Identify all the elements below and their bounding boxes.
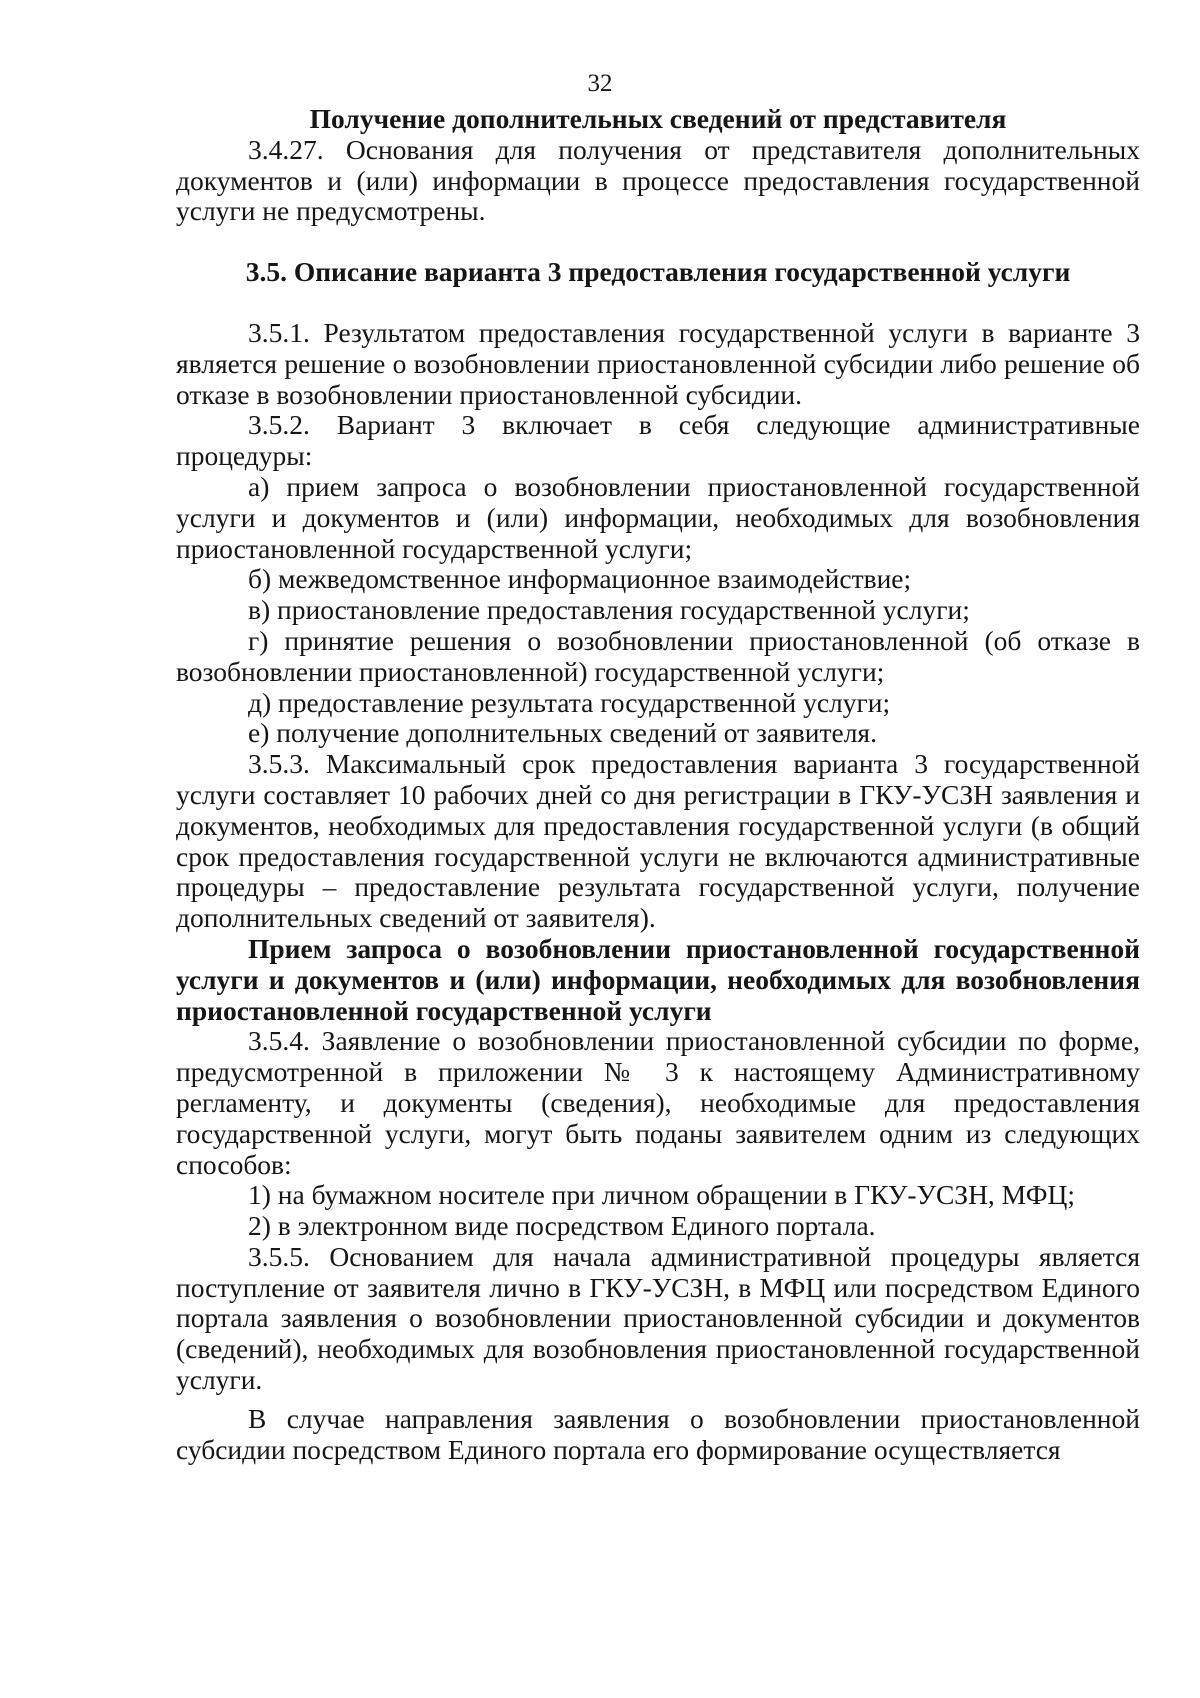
list-item-b: б) межведомственное информационное взаимодействие;	[248, 563, 912, 595]
list-item-d: д) предоставление результата государственной услуги;	[248, 686, 891, 718]
paragraph-3-5-3: 3.5.3. Максимальный срок предоставления варианта 3 государственной услуги составляет 10 рабочих дней со дня регистрации в ГКУ-УСЗН заявления и документов, необходимых для предоставления государственной услуги (в общий срок предоставления государственной услуги не включаются административные процедуры – предоставление результата государственной услуги, получение дополнительных сведений от заявителя).	[176, 748, 1140, 934]
paragraph-3-5-4: 3.5.4. Заявление о возобновлении приостановленной субсидии по форме, предусмотренной в приложении № 3 к настоящему Административному регламенту, и документы (сведения), необходимые для предоставления государственной услуги, могут быть поданы заявителем одним из следующих способов:	[176, 1025, 1140, 1180]
paragraph-3-4-27: 3.4.27. Основания для получения от представителя дополнительных документов и (или) информации в процессе предоставления государственной услуги не предусмотрены.	[176, 133, 1140, 227]
list-item-v: в) приостановление предоставления государственной услуги;	[248, 594, 970, 626]
paragraph-portal-submission: В случае направления заявления о возобновлении приостановленной субсидии посредством Единого портала его формирование осуществляется	[176, 1402, 1140, 1465]
list-item-e: е) получение дополнительных сведений от заявителя.	[248, 717, 877, 749]
paragraph-3-5-1: 3.5.1. Результатом предоставления государственной услуги в варианте 3 является решение о возобновлении приостановленной субсидии либо решение об отказе в возобновлении приостановленной субсидии.	[176, 316, 1140, 410]
paragraph-3-5-5: 3.5.5. Основанием для начала административной процедуры является поступление от заявителя лично в ГКУ-УСЗН, в МФЦ или посредством Единого портала заявления о возобновлении приостановленной субсидии и документов (сведений), необходимых для возобновления приостановленной государственной услуги.	[176, 1240, 1140, 1396]
submission-way-2: 2) в электронном виде посредством Единого портала.	[248, 1210, 876, 1242]
list-item-g: г) принятие решения о возобновлении приостановленной (об отказе в возобновлении приостановленной) государственной услуги;	[176, 624, 1140, 687]
intake-heading: Прием запроса о возобновлении приостановленной государственной услуги и документов и (или) информации, необходимых для возобновления приостановленной государственной услуги	[176, 932, 1140, 1026]
list-item-a: а) прием запроса о возобновлении приостановленной государственной услуги и документов и (или) информации, необходимых для возобновления приостановленной государственной услуги;	[176, 470, 1140, 564]
document-body	[176, 104, 1140, 1465]
representative-info-heading: Получение дополнительных сведений от представителя	[309, 103, 1007, 134]
section-3-5-title: 3.5. Описание варианта 3 предоставления государственной услуги	[245, 256, 1071, 288]
paragraph-3-5-2: 3.5.2. Вариант 3 включает в себя следующие административные процедуры:	[176, 409, 1140, 472]
submission-way-1: 1) на бумажном носителе при личном обращении в ГКУ-УСЗН, МФЦ;	[248, 1179, 1076, 1211]
page-number: 32	[587, 70, 613, 97]
